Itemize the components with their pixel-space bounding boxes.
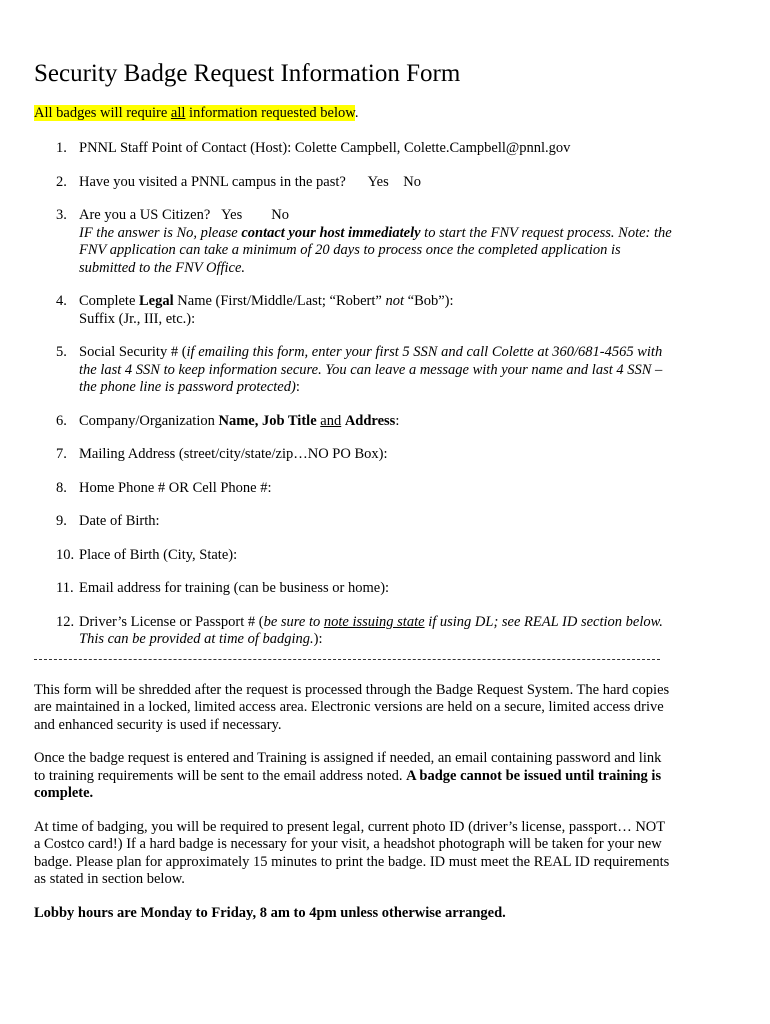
request-list [34,140,674,649]
citizen-note: IF the answer is No, please contact your host immediately to start the FNV request process. Note: the FNV application can take a minimum of 20 days to process once the completed application is submitted to the FNV Office. [79,224,672,276]
list-item-email: 11. Email address for training (can be business or home): [56,580,390,596]
list-item-phone: 8. Home Phone # OR Cell Phone #: [56,479,272,496]
lobby-hours: Lobby hours are Monday to Friday, 8 am to 4pm unless otherwise arranged. [34,904,506,921]
dashed-divider [34,659,660,660]
training-paragraph: Once the badge request is entered and Training is assigned if needed, an email containing password and link to training requirements will be sent to the email address noted. A badge cannot be issued until training is complete. [34,750,662,801]
citizen-no-option[interactable]: No [271,207,289,223]
intro-line: All badges will require all information requested below. [34,105,359,121]
visited-yes-option[interactable]: Yes [367,173,389,190]
list-item-license: 12. Driver’s License or Passport # (be sure to note issuing state if using DL; see REAL ID section below. This can be provided at time of badging.): [56,613,663,647]
list-item-company: 6. Company/Organization Name, Job Title and Address: [56,412,400,429]
list-item-ssn: 5. Social Security # (if emailing this form, enter your first 5 SSN and call Colette at 360/681-4565 with the last 4 SSN to keep information secure. You can leave a message with your name and last 4 SSN – the phone line is password protected): [56,344,663,395]
form-page [34,58,674,922]
list-item-visited: 2. Have you visited a PNNL campus in the past? Yes No [56,173,421,190]
list-item-dob: 9. Date of Birth: [56,513,160,529]
list-item-host: 1. PNNL Staff Point of Contact (Host): Colette Campbell, Colette.Campbell@pnnl.gov [56,140,571,156]
badging-paragraph: At time of badging, you will be required to present legal, current photo ID (driver’s license, passport… NOT a Costco card!) If a hard badge is necessary for your visit, a headshot photograph will be taken for your new badge. Please plan for approximately 15 minutes to print the badge. ID must meet the REAL ID requirements as stated in section below. [34,818,670,887]
intro-highlight: All badges will require all information requested below [34,105,355,121]
list-item-place-of-birth: 10. Place of Birth (City, State): [56,546,238,563]
suffix-label: Suffix (Jr., III, etc.): [79,310,196,327]
page-title: Security Badge Request Information Form [34,60,461,87]
list-item-mailing-address: 7. Mailing Address (street/city/state/zip…NO PO Box): [56,446,388,462]
list-item-legal-name: 4. Complete Legal Name (First/Middle/Last; “Robert” not “Bob”): Suffix (Jr., III, etc.): [56,293,454,327]
citizen-yes-option[interactable]: Yes [221,207,243,223]
visited-no-option[interactable]: No [403,173,421,190]
list-item-citizen: 3. Are you a US Citizen? Yes No IF the answer is No, please contact your host immediately to start the FNV request process. Note: the FNV application can take a minimum of 20 days to process once the completed application is submitted to the FNV Office. [56,207,672,276]
shred-paragraph: This form will be shredded after the request is processed through the Badge Request System. The hard copies are maintained in a locked, limited access area. Electronic versions are held on a secure, limited access drive and enhanced security is used if necessary. [34,681,670,733]
